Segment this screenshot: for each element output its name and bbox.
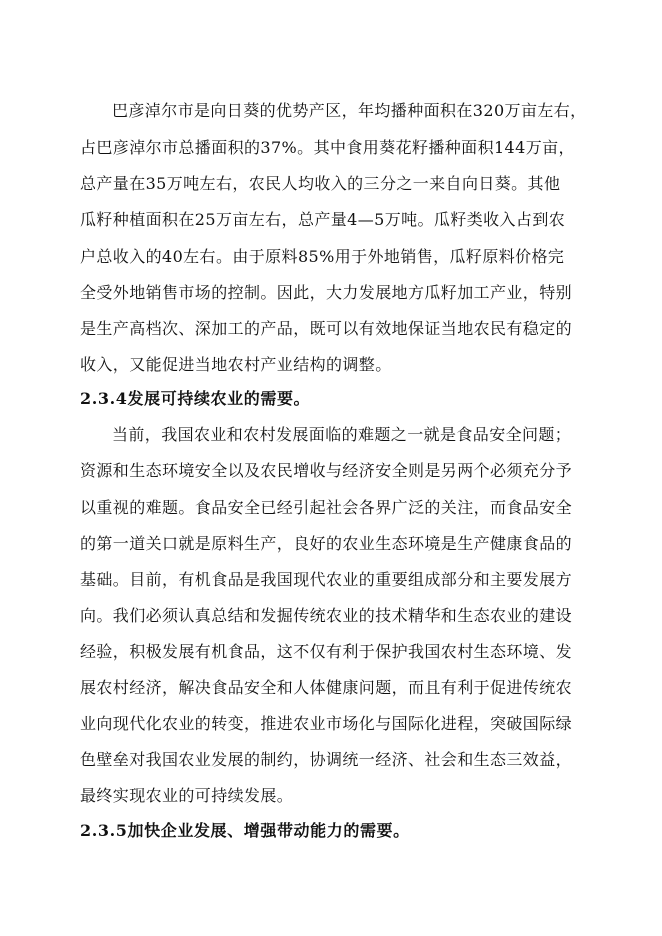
text-line: 总产量在35万吨左右，农民人均收入的三分之一来自向日葵。其他 <box>80 174 561 193</box>
text-line: 向。我们必须认真总结和发掘传统农业的技术精华和生态农业的建设 <box>80 606 573 625</box>
text-line: 全受外地销售市场的控制。因此，大力发展地方瓜籽加工产业，特别 <box>80 283 573 302</box>
text-line: 收入，又能促进当地农村产业结构的调整。 <box>80 355 392 374</box>
text-line: 基础。目前，有机食品是我国现代农业的重要组成部分和主要发展方 <box>80 570 573 589</box>
text-line: 业向现代化农业的转变，推进农业市场化与国际化进程，突破国际绿 <box>80 714 573 733</box>
text-line: 的第一道关口就是原料生产，良好的农业生态环境是生产健康食品的 <box>80 534 573 553</box>
text-line: 户总收入的40左右。由于原料85%用于外地销售，瓜籽原料价格完 <box>80 247 565 266</box>
text-line: 占巴彦淖尔市总播面积的37%。其中食用葵花籽播种面积144万亩， <box>80 138 575 157</box>
text-line: 以重视的难题。食品安全已经引起社会各界广泛的关注，而食品安全 <box>80 498 573 517</box>
text-line: 色壁垒对我国农业发展的制约，协调统一经济、社会和生态三效益， <box>80 750 573 769</box>
text-line: 最终实现农业的可持续发展。 <box>80 786 294 805</box>
text-line: 经验，积极发展有机食品，这不仅有利于保护我国农村生态环境、发 <box>80 642 573 661</box>
text-line: 资源和生态环境安全以及农民增收与经济安全则是另两个必须充分予 <box>80 461 573 480</box>
text-line: 展农村经济，解决食品安全和人体健康问题，而且有利于促进传统农 <box>80 678 573 697</box>
text-line: 当前，我国农业和农村发展面临的难题之一就是食品安全问题； <box>112 425 572 444</box>
text-line: 瓜籽种植面积在25万亩左右，总产量4—5万吨。瓜籽类收入占到农 <box>80 210 566 229</box>
text-line: 是生产高档次、深加工的产品，既可以有效地保证当地农民有稳定的 <box>80 319 573 338</box>
section-heading-2-3-5: 2.3.5加快企业发展、增强带动能力的需要。 <box>80 821 410 840</box>
section-heading-2-3-4: 2.3.4发展可持续农业的需要。 <box>80 389 311 408</box>
text-line: 巴彦淖尔市是向日葵的优势产区，年均播种面积在320万亩左右， <box>112 101 587 120</box>
